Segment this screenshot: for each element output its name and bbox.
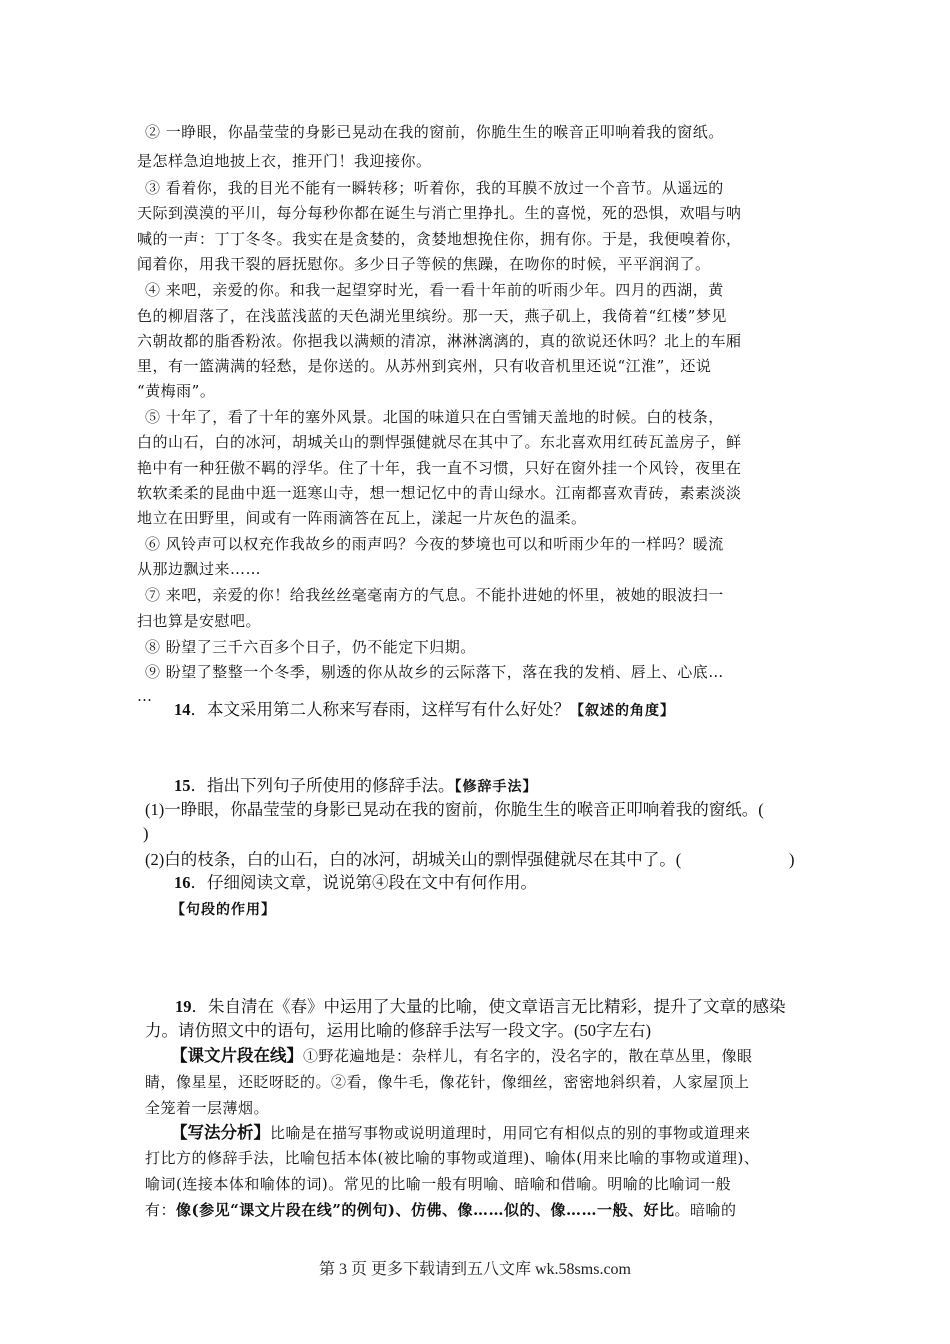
question-number: 15 — [174, 776, 191, 795]
question-number: 14 — [174, 700, 191, 719]
question-15-line — [174, 776, 538, 798]
question-text: ．本文采用第二人称来写春雨，这样写有什么好处？ — [190, 700, 570, 719]
page-footer: 第 3 页 更多下载请到五八文库 wk.58sms.com — [318, 1261, 631, 1278]
question-16-line — [174, 873, 537, 893]
question-tag: 【修辞手法】 — [454, 780, 538, 795]
question-text: ．朱自清在《春》中运用了大量的比喻，使文章语言无比精彩，提升了文章的感染 — [191, 997, 786, 1016]
passage-line: ⑦ 来吧，亲爱的你！给我丝丝毫毫南方的气息。不能扑进她的怀里，被她的眼波扫一 — [145, 586, 724, 604]
passage-line: ② 一睁眼，你晶莹莹的身影已晃动在我的窗前，你脆生生的喉音正叩响着我的窗纸。 — [145, 123, 724, 141]
question-tag: 【叙述的角度】 — [570, 704, 675, 719]
passage-line: 白的山石，白的冰河，胡城关山的剽悍强健就尽在其中了。东北喜欢用红砖瓦盖房子，鲜 — [137, 433, 742, 451]
analysis-line: 打比方的修辞手法，比喻包括本体(被比喻的事物或道理)、喻体(用来比喻的事物或道理)、 — [145, 1149, 760, 1167]
passage-line: ⑥ 风铃声可以权充作我故乡的雨声吗？今夜的梦境也可以和听雨少年的一样吗？暖流 — [145, 535, 724, 553]
passage-line: 扫也算是安慰吧。 — [137, 612, 262, 630]
passage-line: 闻着你，用我干裂的唇抚慰你。多少日子等候的焦躁，在吻你的时候，平平润润了。 — [137, 255, 711, 273]
analysis-bold-text: 像(参见“课文片段在线”的例句)、仿佛、像……似的、像……一般、好比 — [176, 1201, 675, 1219]
excerpt-line: 全笼着一层薄烟。 — [145, 1099, 270, 1117]
question-text: ．仔细阅读文章，说说第④段在文中有何作用。 — [190, 873, 537, 892]
excerpt-line: 睛，像星星，还眨呀眨的。②看，像牛毛，像花针，像细丝，密密地斜织着，人家屋顶上 — [145, 1073, 750, 1091]
question-19-line: 力。请仿照文中的语句，运用比喻的修辞手法写一段文字。(50字左右) — [145, 1021, 651, 1040]
question-15-sub-1-close: ) — [143, 824, 149, 843]
question-15-sub-1: (1)一睁眼，你晶莹莹的身影已晃动在我的窗前，你脆生生的喉音正叩响着我的窗纸。( — [145, 800, 764, 819]
question-number: 16 — [174, 873, 191, 892]
passage-line: ⑧ 盼望了三千六百多个日子，仍不能定下归期。 — [145, 638, 476, 656]
analysis-line: 喻词(连接本体和喻体的词)。常见的比喻一般有明喻、暗喻和借喻。明喻的比喻词一般 — [145, 1175, 732, 1193]
analysis-text: 比喻是在描写事物或说明道理时，用同它有相似点的别的事物或道理来 — [270, 1124, 751, 1142]
question-tag: 【句段的作用】 — [171, 902, 276, 918]
passage-line: … — [137, 687, 153, 705]
passage-line: 六朝故都的脂香粉浓。你挹我以满颊的清凉，淋淋漓漓的，真的欲说还休吗？北上的车厢 — [137, 332, 742, 350]
question-number: 19 — [175, 997, 192, 1016]
passage-line: 是怎样急迫地披上衣，推开门！我迎接你。 — [137, 152, 432, 170]
passage-line: ⑤ 十年了，看了十年的塞外风景。北国的味道只在白雪铺天盖地的时候。白的枝条， — [145, 408, 724, 426]
question-14-line — [174, 700, 675, 722]
question-15-sub-2-close: ) — [789, 850, 795, 869]
passage-line: 里，有一篮满满的轻愁，是你送的。从苏州到宾州，只有收音机里还说“江淮”，还说 — [137, 357, 712, 375]
passage-line: 软软柔柔的昆曲中逛一逛寒山寺，想一想记忆中的青山绿水。江南都喜欢青砖，素素淡淡 — [137, 484, 742, 502]
question-text: ．指出下列句子所使用的修辞手法。 — [190, 776, 455, 795]
passage-line: “黄梅雨”。 — [137, 382, 216, 400]
analysis-line — [171, 1123, 751, 1143]
analysis-text: 有： — [145, 1201, 177, 1219]
passage-line: ⑨ 盼望了整整一个冬季，剔透的你从故乡的云际落下，落在我的发梢、唇上、心底… — [145, 663, 724, 681]
analysis-label: 【写法分析】 — [171, 1123, 270, 1142]
passage-line: 从那边飘过来…… — [137, 560, 262, 578]
analysis-line — [145, 1200, 736, 1220]
passage-line: 喊的一声：丁丁冬冬。我实在是贪婪的，贪婪地想挽住你，拥有你。于是，我便嗅着你， — [137, 230, 742, 248]
passage-line: ③ 看着你，我的目光不能有一瞬转移；听着你，我的耳膜不放过一个音节。从遥远的 — [145, 179, 724, 197]
excerpt-text: ①野花遍地是：杂样儿，有名字的，没名字的，散在草丛里，像眼 — [303, 1047, 753, 1065]
question-19-line — [175, 997, 786, 1017]
excerpt-label: 【课文片段在线】 — [171, 1046, 303, 1065]
passage-line: 地立在田野里，间或有一阵雨滴答在瓦上，漾起一片灰色的温柔。 — [137, 509, 587, 527]
question-15-sub-2: (2)白的枝条，白的山石，白的冰河，胡城关山的剽悍强健就尽在其中了。( — [145, 850, 682, 869]
passage-line: 天际到漠漠的平川，每分每秒你都在诞生与消亡里挣扎。生的喜悦，死的恐惧，欢唱与呐 — [137, 204, 742, 222]
passage-line: 色的柳眉落了，在浅蓝浅蓝的天色湖光里缤纷。那一天，燕子矶上，我倚着“红楼”梦见 — [137, 307, 727, 325]
passage-line: ④ 来吧，亲爱的你。和我一起望穿时光，看一看十年前的听雨少年。四月的西湖，黄 — [145, 281, 724, 299]
excerpt-line — [171, 1046, 753, 1066]
analysis-text: 。暗喻的 — [674, 1201, 737, 1219]
passage-line: 艳中有一种狂傲不羁的浮华。住了十年，我一直不习惯，只好在窗外挂一个风铃，夜里在 — [137, 459, 742, 477]
